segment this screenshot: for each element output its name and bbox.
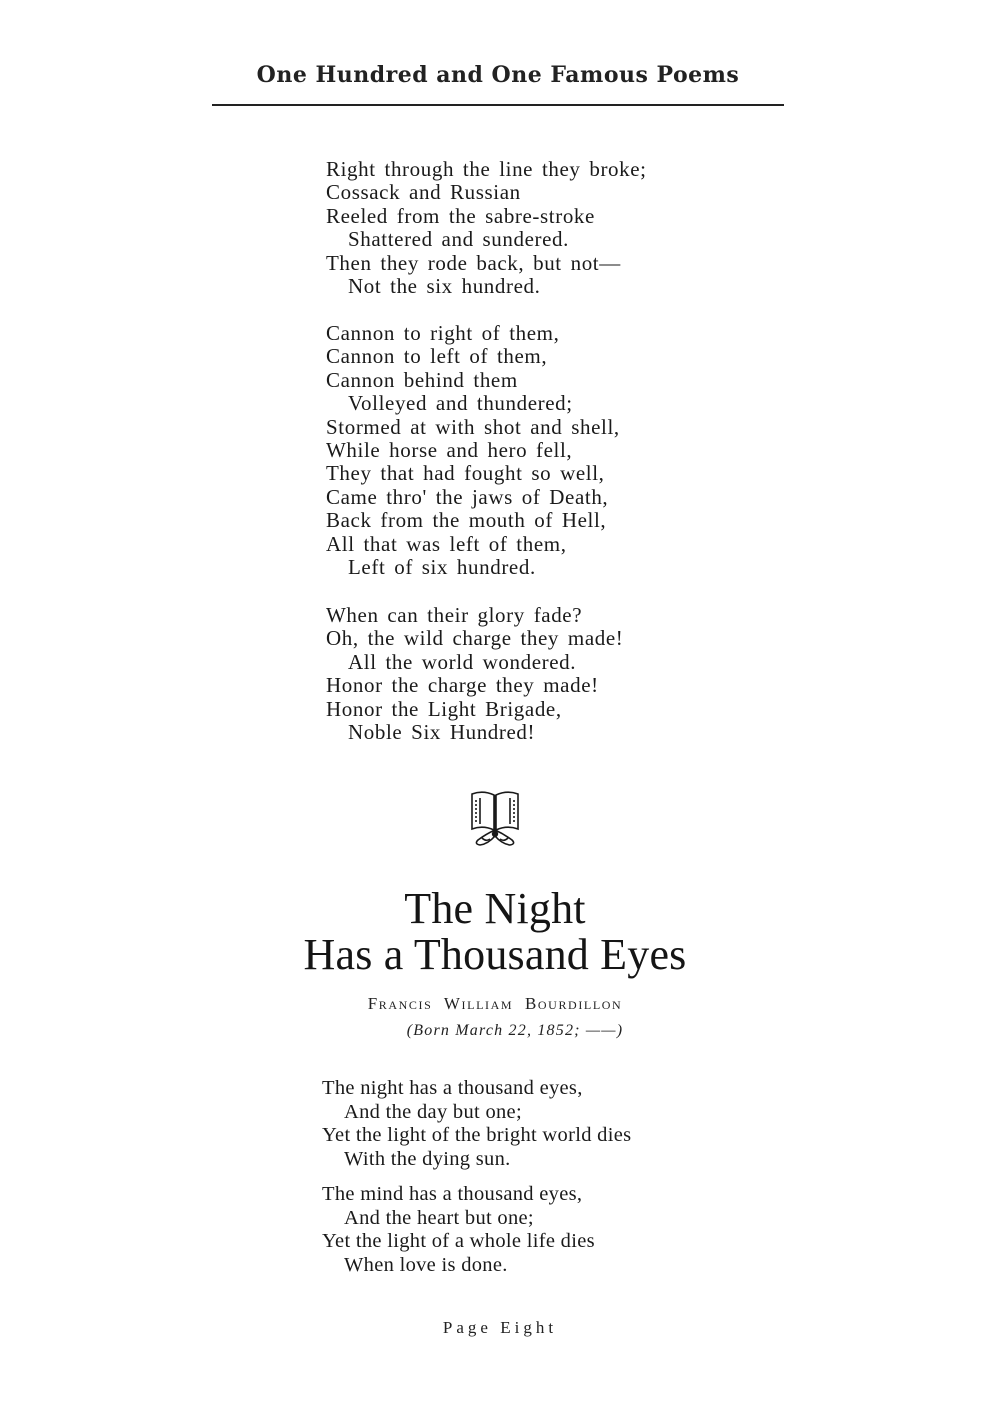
book-ornament-icon bbox=[466, 788, 524, 848]
running-head: One Hundred and One Famous Poems bbox=[256, 62, 740, 88]
poem-line: And the day but one; bbox=[344, 1100, 522, 1123]
poem-title bbox=[200, 886, 790, 978]
poem-line: Volleyed and thundered; bbox=[348, 391, 573, 416]
page-number: Page Eight bbox=[442, 1318, 558, 1337]
poem-line: While horse and hero fell, bbox=[326, 438, 573, 463]
author-dates: (Born March 22, 1852; ——) bbox=[406, 1022, 624, 1039]
poem-line: Noble Six Hundred! bbox=[348, 720, 536, 745]
poem-line: Stormed at with shot and shell, bbox=[326, 414, 620, 439]
poem-title-line-2: Has a Thousand Eyes bbox=[303, 930, 687, 979]
poem-line: Oh, the wild charge they made! bbox=[326, 626, 624, 651]
poem-line: Cannon to left of them, bbox=[326, 344, 548, 369]
poem-line: Not the six hundred. bbox=[348, 274, 541, 299]
poem-stanza bbox=[326, 322, 620, 579]
poem-line: When love is done. bbox=[344, 1253, 508, 1276]
poem-author: Francis William Bourdillon bbox=[367, 994, 623, 1013]
poem-line: They that had fought so well, bbox=[326, 461, 605, 486]
poem-line: With the dying sun. bbox=[344, 1147, 511, 1170]
poem-line: Cossack and Russian bbox=[326, 180, 521, 205]
poem-line: Back from the mouth of Hell, bbox=[326, 508, 607, 533]
poem-line: Cannon behind them bbox=[326, 367, 518, 392]
poem-line: Came thro' the jaws of Death, bbox=[326, 484, 609, 509]
poem-line: Honor the charge they made! bbox=[326, 673, 599, 698]
poem-line: All the world wondered. bbox=[348, 649, 577, 674]
poem-line: Reeled from the sabre-stroke bbox=[326, 203, 595, 228]
poem-line: Right through the line they broke; bbox=[326, 157, 647, 181]
poem-stanza bbox=[322, 1183, 595, 1277]
poem-line: The mind has a thousand eyes, bbox=[322, 1183, 583, 1205]
poem-line: Yet the light of a whole life dies bbox=[322, 1230, 595, 1253]
header-rule bbox=[212, 104, 784, 106]
poem-line: Honor the Light Brigade, bbox=[326, 696, 562, 721]
poem-line: And the heart but one; bbox=[344, 1206, 534, 1229]
poem-line: Left of six hundred. bbox=[348, 555, 536, 580]
poem-line: The night has a thousand eyes, bbox=[322, 1077, 583, 1099]
poem-stanza bbox=[326, 158, 647, 298]
poem-stanza bbox=[326, 604, 623, 744]
poem-title-line-1: The Night bbox=[404, 884, 586, 933]
poem-line: When can their glory fade? bbox=[326, 603, 583, 627]
poem-stanza bbox=[322, 1077, 631, 1171]
poem-line: Then they rode back, but not— bbox=[326, 250, 621, 275]
poem-line: Yet the light of the bright world dies bbox=[322, 1124, 632, 1147]
poem-line: Shattered and sundered. bbox=[348, 227, 569, 252]
poem-line: All that was left of them, bbox=[326, 531, 567, 556]
poem-line: Cannon to right of them, bbox=[326, 321, 560, 345]
